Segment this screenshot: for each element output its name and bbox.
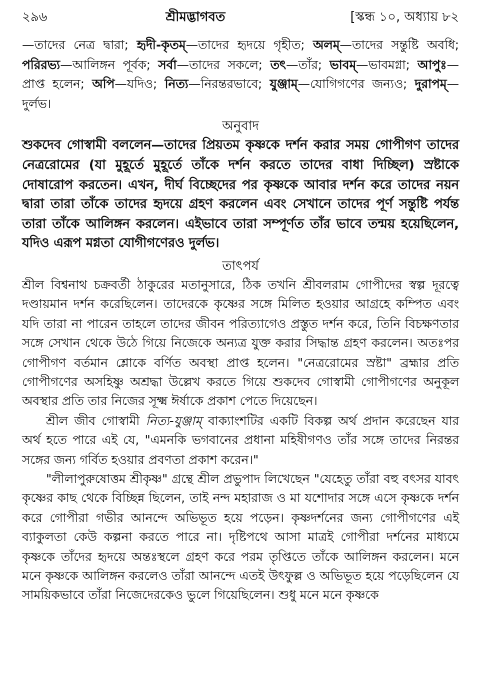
purport-paragraph (22, 412, 459, 470)
synonym-meaning: —তাদের সন্তুষ্টি অবধি; (339, 38, 459, 52)
purport-paragraph (22, 470, 459, 606)
synonym-term: তৎ (270, 57, 286, 72)
synonym-term: দুরাপম্ (414, 77, 447, 92)
synonym-meaning: —তাদের হৃদয়ে গৃহীত; (185, 38, 314, 52)
synonym-term: আপুঃ (417, 57, 447, 72)
chapter-reference: [স্কন্ধ ১০, অধ্যায় ৮২ (350, 10, 459, 25)
synonym-term: হৃদী-কৃতম্ (136, 38, 186, 52)
synonym-term: অপি (92, 77, 115, 92)
purport-run: শ্রীল জীব গোস্বামী (46, 413, 146, 428)
purport-run: শ্রীল বিশ্বনাথ চক্রবর্তী ঠাকুরের মতানুসারে, ঠিক তখনি শ্রীবলরাম গোপীদের স্বল্প দূরত্বে দণ্ডায়মান দর্শন করেছিলেন। তাদেরকে কৃষ্ণের সঙ্গে মিলিত হওয়ার আগ্রহে কম্পিত এবং যদি তারা না পারেন তাহলে তাদের জীবন পরিত্যাগেও প্রস্তুত দর্শন করে, তিনি বিচক্ষণতার সঙ্গে সেখান থেকে উঠে গিয়ে নিজেকে অন্যত্র যুক্ত করার সিদ্ধান্ত গ্রহণ করলেন। অতঃপর গোপীগণ বর্তমান শ্লোকে বর্ণিত অবস্থা প্রাপ্ত হলেন। "নেত্ররোমের স্রষ্টা" ব্রহ্মার প্রতি গোপীগণের অসহিষ্ণু অশ্রদ্ধা উল্লেখ করতে গিয়ে শুকদেব গোস্বামী গোপীগণের অনুকূল অবস্থার প্রতি তার নিজের সূক্ষ্ম ঈর্ষাকে প্রকাশ পেতে দিয়েছেন। (22, 277, 459, 409)
purport-run: বাক্যাংশটির একটি বিকল্প অর্থ প্রদান করেছেন যার অর্থ হতে পারে এই যে, "এমনকি ভগবানের প্রধানা মহিষীগণও তাঁর সঙ্গে তাদের নিরন্তর সঙ্গের জন্য গর্বিত হওয়ার প্রবণতা প্রকাশ করেন।" (22, 413, 460, 467)
purport-quoted-term: নিত্য-যুঞ্জাম্ (145, 413, 202, 428)
purport-paragraph (22, 276, 459, 412)
synonym-term: যুঞ্জাম্ (269, 77, 298, 92)
synonym-meaning: —আলিঙ্গন পূর্বক; (60, 57, 159, 72)
synonym-meaning: —তাদের সকলে; (176, 57, 271, 72)
synonym-meaning: —ভাবমগ্না; (356, 57, 418, 72)
synonym-meaning: —তাদের নেত্র দ্বারা; (22, 38, 137, 52)
synonym-term: অলম্ (313, 38, 340, 52)
translation-text: শুকদেব গোস্বামী বললেন—তাদের প্রিয়তম কৃষ্ণকে দর্শন করার সময় গোপীগণ তাদের নেত্ররোমের (যা মুহূর্তে মুহূর্তে তাঁকে দর্শন করতে তাদের বাধা দিচ্ছিল) স্রষ্টাকে দোষারোপ করতেন। এখন, দীর্ঘ বিচ্ছেদের পর কৃষ্ণকে আবার দর্শন করে তাদের নয়ন দ্বারা তারা তাঁকে তাদের হৃদয়ে গ্রহণ করলেন এবং সেখানে তাদের পূর্ণ সন্তুষ্টি পর্যন্ত তারা তাঁকে আলিঙ্গন করলেন। এইভাবে তারা সম্পূর্ণত তাঁর ভাবে তন্ময় হয়েছিলেন, যদিও এরূপ মগ্নতা যোগীগণেরও দুর্লভ। (22, 138, 459, 252)
synonym-term: সর্বা (158, 57, 177, 72)
synonym-term: পরিরভ্য (22, 57, 61, 72)
synonym-meaning: —নিরন্তরভাবে; (188, 77, 270, 92)
purport-run: "লীলাপুরুষোত্তম শ্রীকৃষ্ণ" গ্রন্থে শ্রীল প্রভুপাদ লিখেছেন "যেহেতু তাঁরা বহু বৎসর যাবৎ কৃষ্ণের কাছ থেকে বিচ্ছিন্ন ছিলেন, তাই নন্দ মহারাজ ও মা যশোদার সঙ্গে এসে কৃষ্ণকে দর্শন করে গোপীরা গভীর আনন্দে অভিভূত হয়ে পড়েন। কৃষ্ণদর্শনের জন্য গোপীগণের এই ব্যাকুলতা কেউ কল্পনা করতে পারে না। দৃষ্টিপথে আসা মাত্রই গোপীরা দর্শনের মাধ্যমে কৃষ্ণকে তাঁদের হৃদয়ে অন্তঃস্থলে গ্রহণ করে পরম তৃপ্তিতে তাঁকে আলিঙ্গন করলেন। মনে মনে কৃষ্ণকে আলিঙ্গন করলেও তাঁরা আনন্দে এতই উৎফুল্ল ও অভিভূত হয়ে পড়েছিলেন যে সাময়িকভাবে তাঁরা নিজেদেরকেও ভুলে গিয়েছিলেন। শুধু মনে মনে কৃষ্ণকে (22, 472, 459, 603)
purport-heading: তাৎপর্য (222, 258, 259, 274)
word-synonyms (22, 36, 459, 114)
synonym-meaning: —যদিও; (114, 77, 165, 92)
book-title: শ্রীমদ্ভাগবত (165, 10, 226, 25)
synonym-meaning: —তাঁর; (286, 57, 330, 72)
synonym-meaning: —যোগিগণের জন্যও; (297, 77, 415, 92)
page-header (22, 8, 459, 30)
synonym-term: নিত্য (164, 77, 189, 92)
page-number: ২৯৬ (22, 10, 48, 25)
synonym-term: ভাবম্ (329, 57, 357, 72)
translation-heading: অনুবাদ (222, 119, 259, 135)
synonym-meaning: —প্রাপ্ত হলেন; (22, 57, 460, 92)
purport-text (22, 276, 459, 606)
synonym-meaning: —দুর্লভ। (22, 77, 460, 111)
